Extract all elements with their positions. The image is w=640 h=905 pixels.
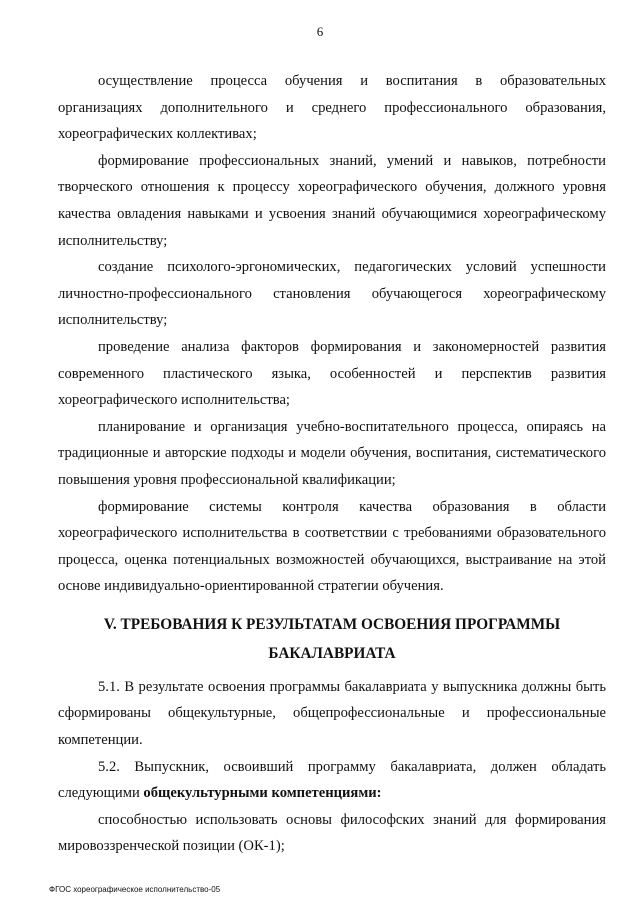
paragraph-6: формирование системы контроля качества образования в области хореографического исполнительства в соответствии с требованиями образовательного процесса, оценка потенциальных возможностей обучающихся, выстраивание на этой основе индивидуально-ориентированной стратегии обучения. [58,498,606,595]
section-title: V. ТРЕБОВАНИЯ К РЕЗУЛЬТАТАМ ОСВОЕНИЯ ПРОГРАММЫ БАКАЛАВРИАТА [103,615,561,662]
section-paragraph-5-2 [58,754,606,807]
page-number: 6 [316,24,324,39]
paragraph-3: создание психолого-эргономических, педагогических условий успешности личностно-профессионального становления обучающегося хореографическому исполнительству; [58,259,606,329]
document-body [58,68,606,860]
section-paragraph-5-1: 5.1. В результате освоения программы бакалавриата у выпускника должны быть сформированы общекультурные, общепрофессиональные и профессиональные компетенции. [58,678,606,749]
section-paragraph-5-2-text: 5.2. Выпускник, освоивший программу бакалавриата, должен обладать следующими [58,758,606,802]
section-paragraph-5-2-emphasis: общекультурными компетенциями: [143,785,382,802]
competence-ok-1: способностью использовать основы философских знаний для формирования мировоззренческой позиции (ОК-1); [58,811,606,855]
paragraph-1: осуществление процесса обучения и воспитания в образовательных организациях дополнительного и среднего профессионального образования, хореографических коллективах; [58,73,606,143]
paragraph-5: планирование и организация учебно-воспитательного процесса, опираясь на традиционные и авторские подходы и модели обучения, воспитания, систематического повышения уровня профессиональной квалификации; [58,418,606,488]
paragraph-4: проведение анализа факторов формирования и закономерностей развития современного пластического языка, особенностей и перспектив развития хореографического исполнительства; [58,338,606,409]
paragraph-2: формирование профессиональных знаний, умений и навыков, потребности творческого отношения к процессу хореографического обучения, должного уровня качества овладения навыками и усвоения знаний обучающимися хореографическому исполнительству; [58,152,606,249]
footer-label: ФГОС хореографическое исполнительство-05 [49,885,221,894]
